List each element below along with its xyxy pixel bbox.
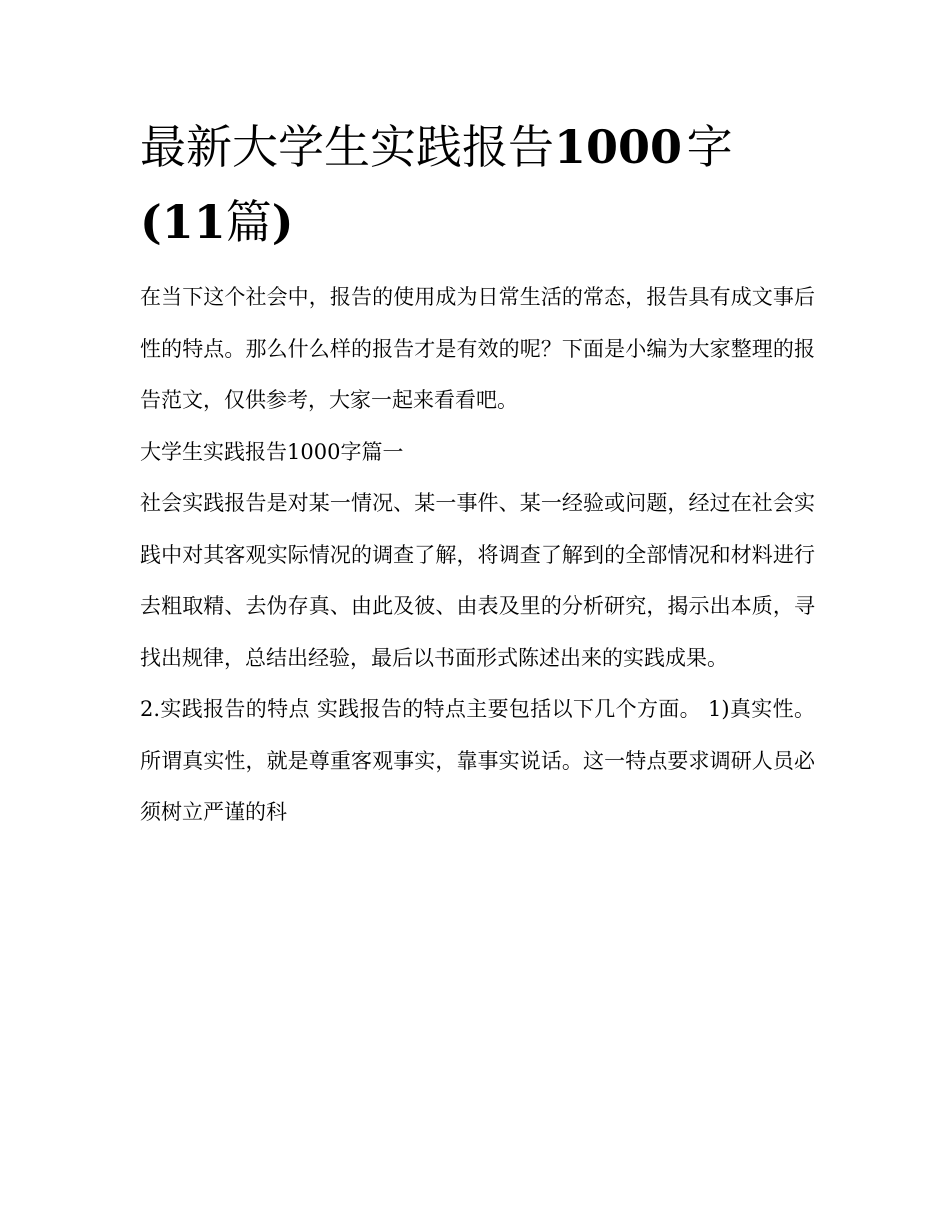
title-text: 最新大学生实践报告 — [140, 120, 554, 174]
title-unit: 字 — [686, 120, 733, 174]
title-count-open: (11 — [140, 195, 226, 249]
section-heading: 大学生实践报告1000字篇一 — [140, 439, 404, 464]
document-page — [140, 110, 815, 839]
body-paragraph-2: 2.实践报告的特点 实践报告的特点主要包括以下几个方面。 1)真实性。所谓真实性，就是尊重客观事实，靠事实说话。这一特点要求调研人员必须树立严谨的科 — [140, 697, 815, 824]
title-count-close: ) — [271, 195, 294, 249]
body-paragraph-1: 社会实践报告是对某一情况、某一事件、某一经验或问题，经过在社会实践中对其客观实际情况的调查了解，将调查了解到的全部情况和材料进行去粗取精、去伪存真、由此及彼、由表及里的分析研究，揭示出本质，寻找出规律，总结出经验，最后以书面形式陈述出来的实践成果。 — [140, 491, 815, 670]
document-title — [140, 110, 815, 260]
title-number: 1000 — [554, 120, 683, 174]
intro-paragraph: 在当下这个社会中，报告的使用成为日常生活的常态，报告具有成文事后性的特点。那么什么样的报告才是有效的呢？下面是小编为大家整理的报告范文，仅供参考，大家一起来看看吧。 — [140, 285, 815, 412]
title-count-word: 篇 — [225, 195, 272, 249]
